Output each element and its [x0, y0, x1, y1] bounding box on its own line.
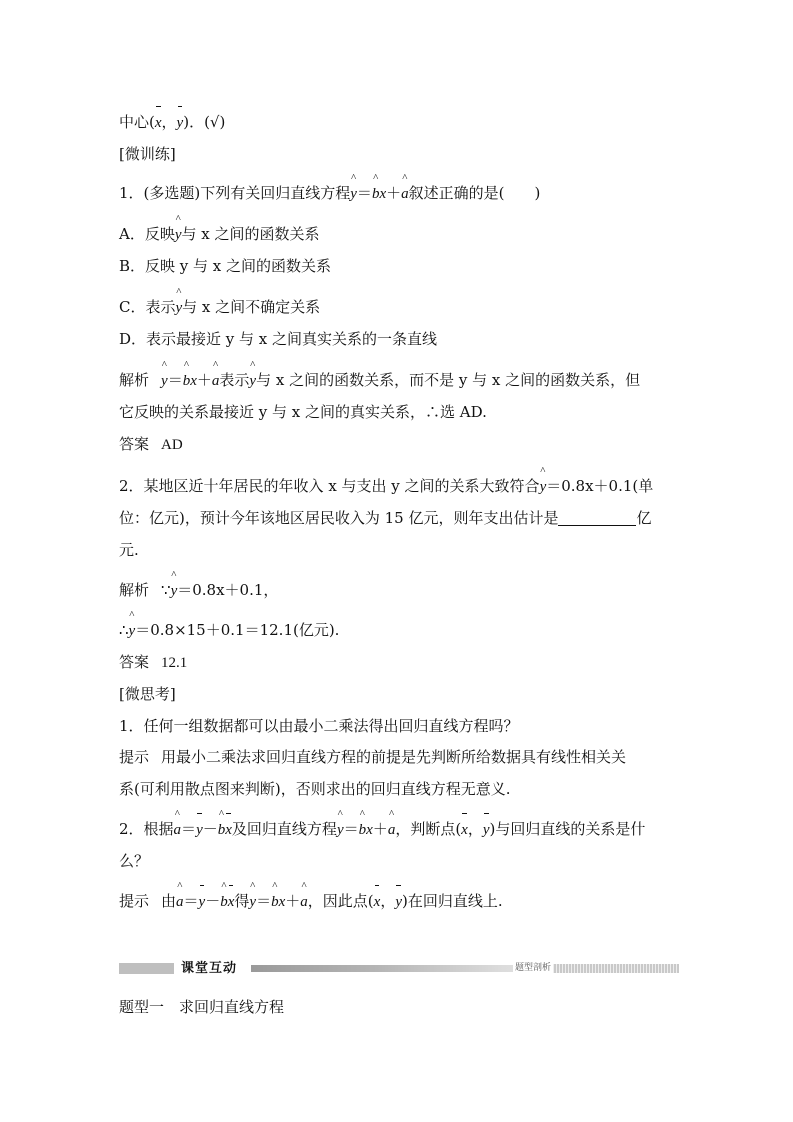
- section-banner: [119, 961, 679, 976]
- hint-label: 提示: [119, 748, 150, 766]
- section-think: [微思考]: [119, 685, 176, 703]
- think-2-question-line-1: 2．根据^ a＝y－^ bx及回归直线方程^ y＝^ bx＋^ a，判断点(x，y)与回归直线的关系是什: [119, 819, 645, 840]
- answer-label: 答案: [119, 435, 150, 453]
- option-d: D．表示最接近 y 与 x 之间真实关系的一条直线: [119, 330, 438, 348]
- question-2-stem-line-3: 元.: [119, 541, 139, 559]
- think-1-question: 1．任何一组数据都可以由最小二乘法得出回归直线方程吗？: [119, 717, 519, 735]
- question-1-analysis-line-1: 解析^ y＝^ bx＋^ a表示^ y与 x 之间的函数关系，而不是 y 与 x 之间的函数关系，但: [119, 370, 640, 391]
- banner-title: 课堂互动: [181, 961, 238, 976]
- question-1-stem: 1．(多选题)下列有关回归直线方程^ y＝^ bx＋^ a叙述正确的是( ): [119, 183, 540, 204]
- answer-blank[interactable]: [558, 509, 636, 526]
- option-a: A．反映^ y与 x 之间的函数关系: [119, 224, 320, 245]
- answer-value: 12.1: [161, 655, 188, 671]
- question-2-analysis-line-1: 解析 ∵^ y＝0.8x＋0.1，: [119, 580, 278, 601]
- analysis-label: 解析: [119, 581, 150, 599]
- question-1-analysis-line-2: 它反映的关系最接近 y 与 x 之间的真实关系，∴选 AD.: [119, 403, 487, 421]
- line-center-point: 中心(x，y)．(√): [119, 113, 226, 131]
- answer-value: AD: [161, 437, 183, 453]
- option-b: B．反映 y 与 x 之间的函数关系: [119, 257, 332, 275]
- think-1-hint-line-1: 提示 用最小二乘法求回归直线方程的前提是先判断所给数据具有线性相关关: [119, 748, 627, 766]
- check-mark: )．(√): [183, 113, 226, 131]
- think-2-question-line-2: 么？: [119, 852, 150, 870]
- question-2-stem-line-2: 位：亿元)，预计今年该地区居民收入为 15 亿元，则年支出估计是 亿: [119, 509, 652, 527]
- think-2-hint: 提示 由^ a＝y－^ bx得^ y＝^ bx＋^ a，因此点(x，y)在回归直线上.: [119, 891, 503, 912]
- banner-right-hatch: [551, 964, 679, 973]
- question-2-answer: [119, 652, 187, 673]
- section-heading: 题型一 求回归直线方程: [119, 998, 285, 1016]
- answer-label: 答案: [119, 653, 150, 671]
- banner-subtitle: 题型剖析: [515, 963, 552, 973]
- question-2-analysis-line-2: ∴^ y＝0.8×15＋0.1＝12.1(亿元).: [119, 620, 339, 641]
- think-1-hint-line-2: 系(可利用散点图来判断)，否则求出的回归直线方程无意义.: [119, 780, 511, 798]
- question-1-answer: [119, 434, 183, 455]
- question-2-stem-line-1: 2．某地区近十年居民的年收入 x 与支出 y 之间的关系大致符合^ y＝0.8x＋0.1(单: [119, 476, 653, 497]
- banner-left-block: [119, 963, 174, 974]
- section-practice: [微训练]: [119, 145, 176, 163]
- analysis-label: 解析: [119, 371, 150, 389]
- hint-label: 提示: [119, 892, 150, 910]
- option-c: C．表示^ y与 x 之间不确定关系: [119, 297, 320, 318]
